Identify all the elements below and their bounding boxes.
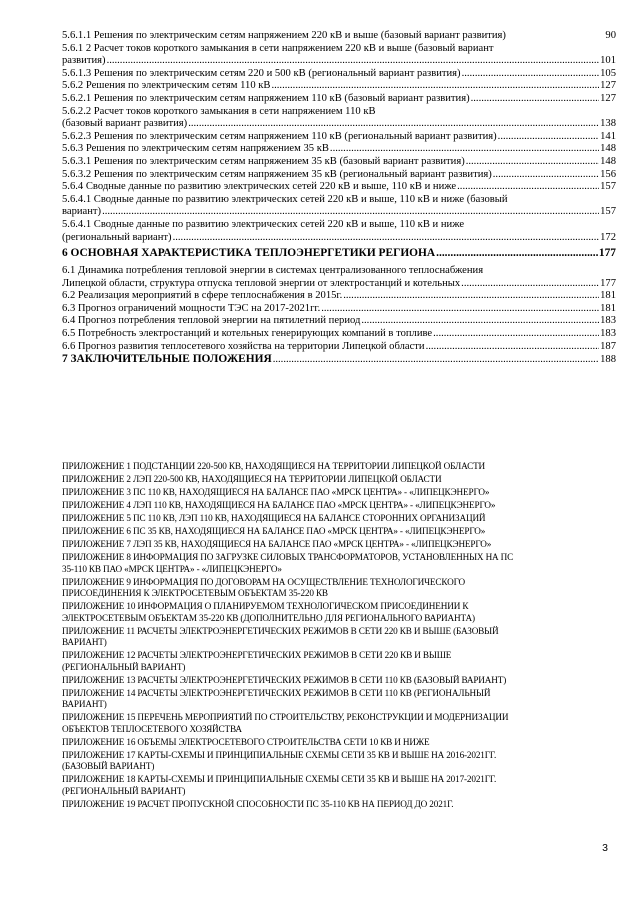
appendix-list <box>62 461 618 812</box>
toc-entry[interactable] <box>62 194 616 219</box>
appendix-item-line: ПРИЛОЖЕНИЕ 18 КАРТЫ-СХЕМЫ И ПРИНЦИПИАЛЬНЫЕ СХЕМЫ СЕТИ 35 КВ И ВЫШЕ НА 2017-2021ГГ. <box>62 774 497 784</box>
toc-entry-title: 5.6.1.1 Решения по электрическим сетям напряжением 220 кВ и выше (базовый вариант развития) <box>62 30 506 41</box>
appendix-item-line: ПРИЛОЖЕНИЕ 1 ПОДСТАНЦИИ 220-500 КВ, НАХОДЯЩИЕСЯ НА ТЕРРИТОРИИ ЛИПЕЦКОЙ ОБЛАСТИ <box>62 461 486 471</box>
toc-entry-title: 5.6.3 Решения по электрическим сетям напряжением 35 кВ <box>62 143 329 155</box>
toc-entry-title-line: 5.6.4.1 Сводные данные по развитию электрических сетей 220 кВ и выше, 110 кВ и ниже <box>62 218 465 230</box>
toc-entry-title: 6.6 Прогноз развития теплосетевого хозяйства на территории Липецкой области <box>62 340 425 352</box>
appendix-item-line: ПРИЛОЖЕНИЕ 16 ОБЪЕМЫ ЭЛЕКТРОСЕТЕВОГО СТРОИТЕЛЬСТВА СЕТИ 10 КВ И НИЖЕ <box>62 736 430 747</box>
toc-leader-dots <box>330 143 599 156</box>
toc-entry-title: Липецкой области, структура отпуска тепловой энергии от электростанций и котельных <box>62 277 461 289</box>
appendix-item-line: ПРИЛОЖЕНИЕ 6 ПС 35 КВ, НАХОДЯЩИЕСЯ НА БАЛАНСЕ ПАО «МРСК ЦЕНТРА» - «ЛИПЕЦКЭНЕРГО» <box>62 526 486 536</box>
appendix-item-line: ПРИЛОЖЕНИЕ 13 РАСЧЕТЫ ЭЛЕКТРОЭНЕРГЕТИЧЕСКИХ РЕЖИМОВ В СЕТИ 110 КВ (БАЗОВЫЙ ВАРИАНТ) <box>62 674 507 685</box>
toc-leader-dots <box>471 93 599 106</box>
toc-page-number: 148 <box>600 143 616 155</box>
toc-leader-dots <box>457 181 599 194</box>
appendix-item-line: (РЕГИОНАЛЬНЫЙ ВАРИАНТ) <box>62 785 186 796</box>
appendix-item[interactable] <box>62 799 618 811</box>
toc-entry[interactable] <box>62 181 616 194</box>
appendix-item-line: ВАРИАНТ) <box>62 699 107 709</box>
toc-entry-title: 6.4 Прогноз потребления тепловой энергии на пятилетний период <box>62 315 361 327</box>
appendix-item-line: ПРИЛОЖЕНИЕ 9 ИНФОРМАЦИЯ ПО ДОГОВОРАМ НА ОСУЩЕСТВЛЕНИЕ ТЕХНОЛОГИЧЕСКОГО <box>62 576 465 587</box>
toc-leader-dots <box>462 68 600 81</box>
toc-page-number: 177 <box>598 247 616 260</box>
toc-entry-title: 6.2 Реализация мероприятий в сфере теплоснабжения в 2015г. <box>62 290 343 302</box>
appendix-item[interactable] <box>62 500 618 512</box>
toc-entry[interactable] <box>62 30 616 43</box>
toc-entry[interactable] <box>62 219 616 244</box>
toc-leader-dots <box>107 55 600 68</box>
toc-page-number: 157 <box>600 206 616 218</box>
appendix-item[interactable] <box>62 513 618 525</box>
appendix-item[interactable] <box>62 474 618 486</box>
appendix-item-line: ЭЛЕКТРОСЕТЕВЫМ ОБЪЕКТАМ 35-220 КВ (ДОПОЛНИТЕЛЬНО ДЛЯ РЕГИОНАЛЬНОГО ВАРИАНТА) <box>62 612 475 623</box>
appendix-item[interactable] <box>62 526 618 538</box>
toc-page-number: 183 <box>600 328 616 340</box>
toc-entry[interactable] <box>62 143 616 156</box>
appendix-item-line: ПРИЛОЖЕНИЕ 10 ИНФОРМАЦИЯ О ПЛАНИРУЕМОМ ТЕХНОЛОГИЧЕСКОМ ПРИСОЕДИНЕНИИ К <box>62 601 469 611</box>
toc-leader-dots <box>433 328 599 341</box>
toc-entry[interactable] <box>62 106 616 131</box>
toc-leader-dots <box>436 247 598 260</box>
toc-page-number: 105 <box>600 67 616 79</box>
appendix-item-line: ПРИЛОЖЕНИЕ 4 ЛЭП 110 КВ, НАХОДЯЩИЕСЯ НА БАЛАНСЕ ПАО «МРСК ЦЕНТРА» - «ЛИПЕЦКЭНЕРГО» <box>62 500 496 510</box>
toc-entry[interactable] <box>62 328 616 341</box>
appendix-item[interactable] <box>62 577 618 600</box>
toc-entry[interactable] <box>62 247 616 260</box>
toc-entry-title: 7 ЗАКЛЮЧИТЕЛЬНЫЕ ПОЛОЖЕНИЯ <box>62 353 272 366</box>
appendix-item[interactable] <box>62 712 618 735</box>
toc-entry-title: 6.3 Прогноз ограничений мощности ТЭС на 2017-2021гг. <box>62 302 321 314</box>
toc-entry-title: 5.6.2.1 Решения по электрическим сетям напряжением 110 кВ (базовый вариант развития) <box>62 92 470 104</box>
toc-entry-title: 6.5 Потребность электростанций и котельных генерирующих компаний в топливе <box>62 328 433 340</box>
appendix-item-line: ПРИЛОЖЕНИЕ 15 ПЕРЕЧЕНЬ МЕРОПРИЯТИЙ ПО СТРОИТЕЛЬСТВУ, РЕКОНСТРУКЦИИ И МОДЕРНИЗАЦИИ <box>62 712 509 722</box>
appendix-item-line: ПРИЛОЖЕНИЕ 12 РАСЧЕТЫ ЭЛЕКТРОЭНЕРГЕТИЧЕСКИХ РЕЖИМОВ В СЕТИ 220 КВ И ВЫШЕ <box>62 650 452 660</box>
appendix-item-line: ПРИЛОЖЕНИЕ 7 ЛЭП 35 КВ, НАХОДЯЩИЕСЯ НА БАЛАНСЕ ПАО «МРСК ЦЕНТРА» - «ЛИПЕЦКЭНЕРГО» <box>62 539 492 549</box>
appendix-item-line: ПРИЛОЖЕНИЕ 2 ЛЭП 220-500 КВ, НАХОДЯЩИЕСЯ НА ТЕРРИТОРИИ ЛИПЕЦКОЙ ОБЛАСТИ <box>62 474 442 484</box>
toc-entry[interactable] <box>62 341 616 354</box>
appendix-item[interactable] <box>62 774 618 797</box>
toc-page-number: 181 <box>600 302 616 314</box>
toc-entry-title-line: 5.6.4.1 Сводные данные по развитию электрических сетей 220 кВ и выше, 110 кВ и ниже (базовый <box>62 193 508 205</box>
toc-entry[interactable] <box>62 80 616 93</box>
toc-entry[interactable] <box>62 131 616 144</box>
toc-page-number: 127 <box>600 80 616 92</box>
appendix-item[interactable] <box>62 539 618 551</box>
appendix-item[interactable] <box>62 688 618 711</box>
appendix-item-line: (РЕГИОНАЛЬНЫЙ ВАРИАНТ) <box>62 661 186 672</box>
appendix-item-line: ПРИЛОЖЕНИЕ 3 ПС 110 КВ, НАХОДЯЩИЕСЯ НА БАЛАНСЕ ПАО «МРСК ЦЕНТРА» - «ЛИПЕЦКЭНЕРГО» <box>62 487 490 497</box>
toc-entry-title: 5.6.3.2 Решения по электрическим сетям напряжением 35 кВ (региональный вариант развития) <box>62 168 492 180</box>
toc-leader-dots <box>498 131 599 144</box>
toc-entry[interactable] <box>62 169 616 182</box>
appendix-item-line: ПРИЛОЖЕНИЕ 8 ИНФОРМАЦИЯ ПО ЗАГРУЗКЕ СИЛОВЫХ ТРАНСФОРМАТОРОВ, УСТАНОВЛЕННЫХ НА ПС <box>62 552 514 562</box>
toc-page-number: 177 <box>600 277 616 289</box>
toc-entry[interactable] <box>62 93 616 106</box>
toc-entry-title: вариант) <box>62 206 102 218</box>
toc-entry[interactable] <box>62 290 616 303</box>
toc-leader-dots <box>188 118 599 131</box>
appendix-item-line: ОБЪЕКТОВ ТЕПЛОСЕТЕВОГО ХОЗЯЙСТВА <box>62 723 242 734</box>
appendix-item-line: ПРИЛОЖЕНИЕ 14 РАСЧЕТЫ ЭЛЕКТРОЭНЕРГЕТИЧЕСКИХ РЕЖИМОВ В СЕТИ 110 КВ (РЕГИОНАЛЬНЫЙ <box>62 687 491 698</box>
appendix-item[interactable] <box>62 461 618 473</box>
appendix-item[interactable] <box>62 650 618 673</box>
appendix-item[interactable] <box>62 601 618 624</box>
toc-entry-title: 6 ОСНОВНАЯ ХАРАКТЕРИСТИКА ТЕПЛОЭНЕРГЕТИКИ РЕГИОНА <box>62 247 436 260</box>
appendix-item-line: ПРИЛОЖЕНИЕ 11 РАСЧЕТЫ ЭЛЕКТРОЭНЕРГЕТИЧЕСКИХ РЕЖИМОВ В СЕТИ 220 КВ И ВЫШЕ (БАЗОВЫЙ <box>62 625 499 636</box>
table-of-contents <box>62 30 616 366</box>
toc-leader-dots <box>461 278 599 291</box>
toc-leader-dots <box>321 303 599 316</box>
toc-page-number: 127 <box>600 92 616 104</box>
toc-entry[interactable] <box>62 43 616 68</box>
toc-entry[interactable] <box>62 68 616 81</box>
toc-entry-title: 5.6.1.3 Решения по электрическим сетям 220 и 500 кВ (региональный вариант развития) <box>62 67 461 79</box>
toc-entry-title-line: 5.6.1 2 Расчет токов короткого замыкания в сети напряжением 220 кВ и выше (базовый вариант <box>62 42 494 54</box>
toc-leader-dots <box>173 232 600 245</box>
toc-page-number: 172 <box>600 231 616 243</box>
toc-entry-title: развития) <box>62 55 106 67</box>
toc-page-number: 141 <box>600 130 616 142</box>
appendix-item-line: ПРИСОЕДИНЕНИЯ К ЭЛЕКТРОСЕТЕВЫМ ОБЪЕКТАМ 35-220 КВ <box>62 588 328 598</box>
toc-leader-dots <box>273 353 599 366</box>
appendix-item[interactable] <box>62 626 618 649</box>
page-number: 3 <box>602 842 608 854</box>
toc-entry-title: 5.6.2 Решения по электрическим сетям 110 кВ <box>62 80 271 92</box>
appendix-item-line: ПРИЛОЖЕНИЕ 19 РАСЧЕТ ПРОПУСКНОЙ СПОСОБНОСТИ ПС 35-110 КВ НА ПЕРИОД ДО 2021Г. <box>62 798 454 809</box>
appendix-item-line: 35-110 КВ ПАО «МРСК ЦЕНТРА» - «ЛИПЕЦКЭНЕРГО» <box>62 563 282 574</box>
appendix-item-line: ПРИЛОЖЕНИЕ 17 КАРТЫ-СХЕМЫ И ПРИНЦИПИАЛЬНЫЕ СХЕМЫ СЕТИ 35 КВ И ВЫШЕ НА 2016-2021ГГ. <box>62 749 497 760</box>
toc-page-number: 183 <box>600 315 616 327</box>
toc-leader-dots <box>426 341 600 354</box>
appendix-item[interactable] <box>62 552 618 575</box>
toc-entry-title: 5.6.4 Сводные данные по развитию электрических сетей 220 кВ и выше, 110 кВ и ниже <box>62 181 457 193</box>
toc-page-number: 101 <box>600 55 616 67</box>
toc-entry[interactable] <box>62 303 616 316</box>
toc-page-number: 148 <box>600 155 616 167</box>
toc-entry[interactable] <box>62 353 616 366</box>
toc-leader-dots <box>466 156 599 169</box>
appendix-item[interactable] <box>62 487 618 499</box>
toc-leader-dots <box>102 206 599 219</box>
toc-entry-title: (базовый вариант развития) <box>62 118 188 130</box>
toc-page-number: 156 <box>600 168 616 180</box>
appendix-item[interactable] <box>62 675 618 687</box>
toc-leader-dots <box>343 290 599 303</box>
toc-entry[interactable] <box>62 265 616 290</box>
toc-entry-title: 5.6.2.3 Решения по электрическим сетям напряжением 110 кВ (региональный вариант развития) <box>62 130 497 142</box>
toc-page-number: 181 <box>600 290 616 302</box>
toc-entry-title-line: 6.1 Динамика потребления тепловой энергии в системах централизованного теплоснабжения <box>62 265 484 277</box>
toc-page-number: 188 <box>600 354 616 366</box>
appendix-item-line: ПРИЛОЖЕНИЕ 5 ПС 110 КВ, ЛЭП 110 КВ, НАХОДЯЩИЕСЯ НА БАЛАНСЕ СТОРОННИХ ОРГАНИЗАЦИЙ <box>62 513 486 523</box>
appendix-item-line: ВАРИАНТ) <box>62 637 107 647</box>
toc-entry[interactable] <box>62 315 616 328</box>
toc-leader-dots <box>493 169 599 182</box>
toc-entry-title-line: 5.6.2.2 Расчет токов короткого замыкания в сети напряжением 110 кВ <box>62 105 376 117</box>
toc-page-number: 90 <box>605 30 616 41</box>
toc-page-number: 157 <box>600 181 616 193</box>
toc-page-number: 187 <box>600 340 616 352</box>
toc-entry-title: (региональный вариант) <box>62 231 172 243</box>
appendix-item-line: (БАЗОВЫЙ ВАРИАНТ) <box>62 761 155 771</box>
toc-entry-title: 5.6.3.1 Решения по электрическим сетям напряжением 35 кВ (базовый вариант развития) <box>62 155 465 167</box>
toc-leader-dots <box>271 80 599 93</box>
appendix-item[interactable] <box>62 750 618 773</box>
toc-entry[interactable] <box>62 156 616 169</box>
appendix-item[interactable] <box>62 737 618 749</box>
toc-page-number: 138 <box>600 118 616 130</box>
toc-leader-dots <box>361 315 599 328</box>
